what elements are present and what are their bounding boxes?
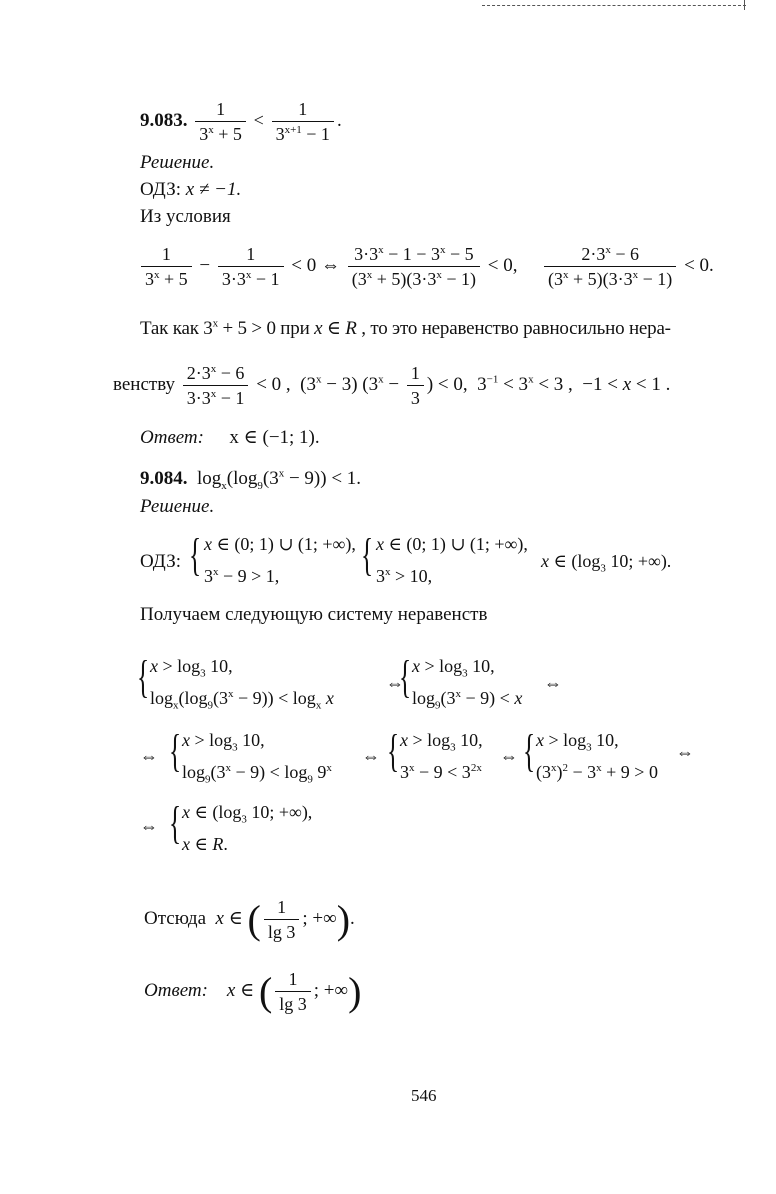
answer-label: Ответ: bbox=[140, 427, 204, 448]
answer-value: x ∈ (−1; 1). bbox=[229, 427, 320, 448]
fraction-rhs: $\frac{1}{3^{x+1} - 1}$ bbox=[272, 98, 334, 145]
odz-label: ОДЗ: bbox=[140, 179, 182, 200]
equiv-arrow: ⇔ bbox=[140, 816, 158, 836]
hence-label: Отсюда bbox=[144, 907, 207, 929]
answer-label-2: Ответ: bbox=[144, 979, 208, 1001]
equiv-arrow: ⇔ bbox=[544, 673, 562, 693]
problem-9084: 9.084. $\log_x(\log_9(3^x - 9)) < 1$. bbox=[140, 467, 362, 492]
problem-number: 9.083. bbox=[140, 109, 188, 131]
equiv-arrow: ⇔ bbox=[676, 742, 694, 762]
system-text: Получаем следующую систему неравенств bbox=[140, 604, 488, 625]
transform-line: $\frac{1}{3^x + 5}$ − $\frac{1}{3\cdot 3^x - 1}$ < 0 ⇔ $\frac{3\cdot 3^x - 1 - 3^x - 5}{(3^x + 5)(3\cdot 3^x - 1)}$ < 0, $\frac{2\cdot 3^x - 6}{(3^x + 5)(3\cdot 3^x - 1)}$ < 0. bbox=[138, 243, 714, 290]
equiv-arrow: ⇔ bbox=[362, 746, 380, 766]
solution-label: Решение. bbox=[140, 152, 215, 173]
odz-value: x ≠ −1. bbox=[185, 179, 242, 200]
equiv-arrow: ⇔ bbox=[500, 746, 518, 766]
top-rule bbox=[482, 5, 746, 6]
solution-label-2: Решение. bbox=[140, 496, 215, 517]
problem-number-2: 9.084. bbox=[140, 468, 188, 489]
odz-line bbox=[140, 179, 241, 201]
equivalent-line: венству $\frac{2\cdot 3^x - 6}{3\cdot 3^x - 1}$ < 0 , $(3^x - 3) (3^x$ − $\frac{1}{3}$ ) < 0, $3^{-1} < 3^x < 3$ , −1 < x < 1 . bbox=[113, 363, 671, 408]
answer-line-2: Ответ: x ∈ ( $\frac{1}{\lg 3}$ ; +∞) bbox=[144, 969, 362, 1014]
right-rule bbox=[744, 0, 745, 10]
since-text: Так как $3^x + 5 > 0$ при x ∈ R , то это неравенство равносильно нера- bbox=[140, 317, 671, 339]
answer-line-1 bbox=[140, 426, 320, 449]
equiv-arrow: ⇔ bbox=[140, 746, 158, 766]
odz-label-2: ОДЗ: bbox=[140, 551, 182, 572]
odz-result: x ∈ ($\log_3$ 10; +∞). bbox=[541, 551, 672, 575]
page-number: 546 bbox=[411, 1086, 437, 1105]
problem-9083: 9.083. $\frac{1}{3^x + 5}$ < $\frac{1}{3^{x+1} - 1}$ . bbox=[140, 99, 342, 144]
equiv-arrow: ⇔ bbox=[386, 673, 404, 693]
equivalent-label: венству bbox=[113, 373, 176, 395]
hence-line: Отсюда x ∈ ( $\frac{1}{\lg 3}$ ; +∞). bbox=[144, 897, 355, 942]
fraction-lhs: $\frac{1}{3^x + 5}$ bbox=[195, 98, 246, 145]
from-condition: Из условия bbox=[140, 206, 231, 227]
